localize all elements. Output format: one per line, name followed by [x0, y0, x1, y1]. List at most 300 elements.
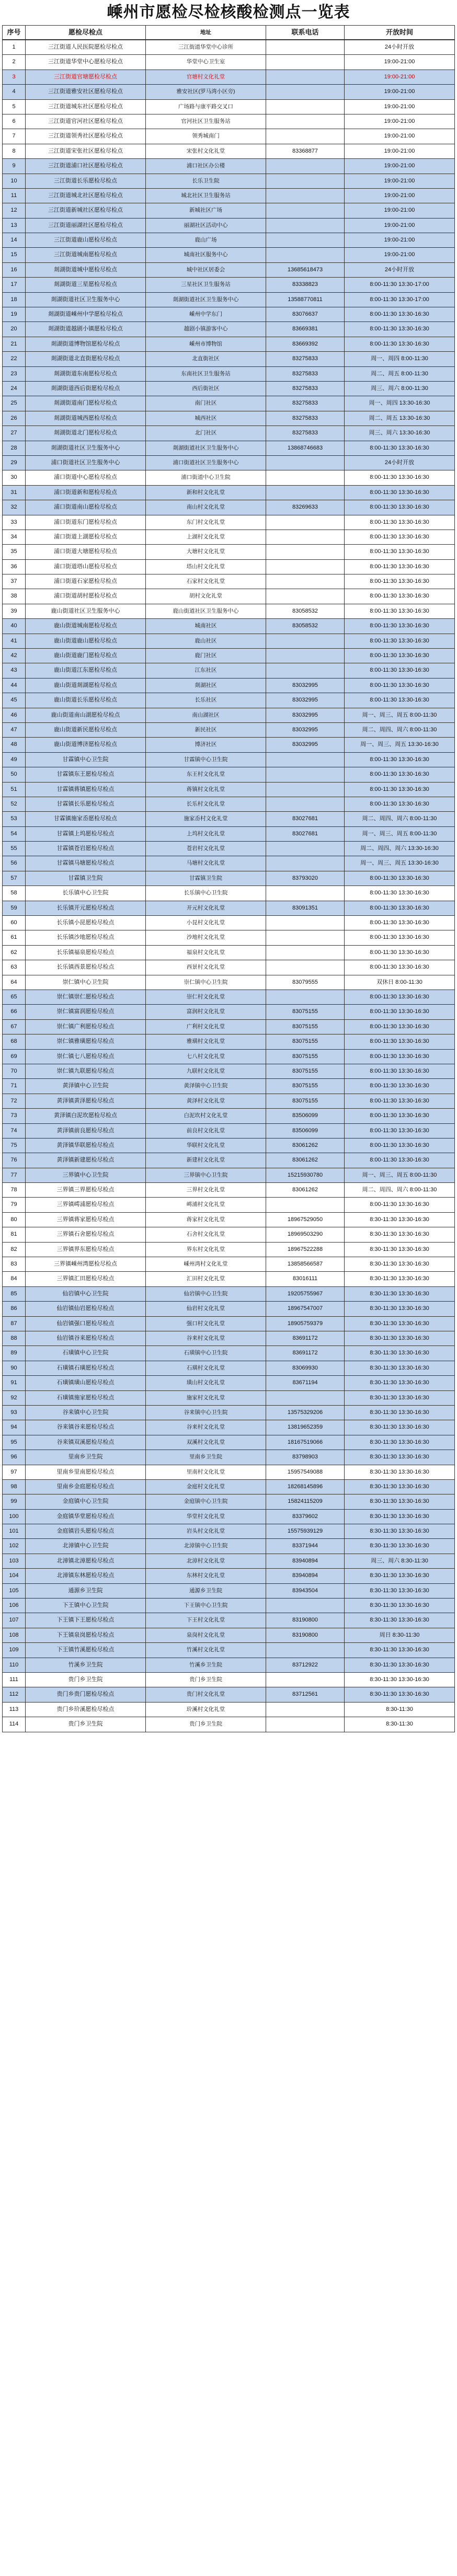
cell-index: 18 — [3, 293, 26, 307]
cell-address: 博济社区 — [146, 738, 266, 752]
cell-address: 广场路与康平路交叉口 — [146, 100, 266, 114]
cell-hours: 周日 8:30-11:30 — [379, 1631, 420, 1638]
cell-hours: 8:00-11:30 13:30-16:30 — [370, 607, 429, 614]
table-row — [3, 470, 454, 485]
cell-phone — [266, 1673, 345, 1687]
cell-address: 下王镇中心卫生院 — [146, 1598, 266, 1613]
cell-hours: 8:00-11:30 13:30-16:30 — [370, 786, 429, 792]
cell-phone: 83061262 — [266, 1153, 345, 1167]
cell-index: 1 — [3, 40, 26, 54]
table-row — [3, 1568, 454, 1583]
cell-site: 浦口街道塔山愿检尽检点 — [26, 560, 146, 574]
cell-index: 45 — [3, 693, 26, 707]
cell-phone: 83190800 — [266, 1628, 345, 1642]
cell-address: 官塘村文化礼堂 — [146, 70, 266, 84]
cell-site: 金庭镇中心卫生院 — [26, 1494, 146, 1509]
table-row — [3, 1361, 454, 1375]
cell-hours: 8:00-11:30 13:30-16:30 — [370, 652, 429, 659]
cell-index: 76 — [3, 1153, 26, 1167]
cell-index: 100 — [3, 1510, 26, 1524]
cell-address: 鹿山街道社区卫生服务中心 — [146, 604, 266, 618]
cell-index: 5 — [3, 100, 26, 114]
cell-site: 鹿山街道南山湖愿检尽检点 — [26, 708, 146, 722]
col-header-phone: 联系电话 — [266, 26, 345, 39]
cell-hours: 8:00-11:30 13:30-16:30 — [370, 1127, 429, 1134]
cell-phone: 83075155 — [266, 1005, 345, 1019]
table-row — [3, 1271, 454, 1286]
cell-hours: 19:00-21:00 — [384, 147, 415, 154]
table-row — [3, 1257, 454, 1271]
cell-hours: 8:00-11:30 13:30-16:30 — [370, 578, 429, 585]
cell-address: 长乐村文化礼堂 — [146, 797, 266, 811]
cell-index: 49 — [3, 753, 26, 767]
cell-site: 甘霖镇苍岩愿检尽检点 — [26, 842, 146, 856]
cell-site: 贵门乡卫生院 — [26, 1717, 146, 1731]
cell-hours: 8:00-11:30 13:30-16:30 — [370, 949, 429, 956]
cell-site: 黄泽镇白泥坎愿检尽检点 — [26, 1109, 146, 1123]
table-row — [3, 1702, 454, 1717]
cell-index: 83 — [3, 1257, 26, 1271]
cell-index: 11 — [3, 189, 26, 203]
cell-address: 界东村文化礼堂 — [146, 1243, 266, 1257]
cell-site: 仙岩镇中心卫生院 — [26, 1287, 146, 1301]
table-row — [3, 218, 454, 233]
cell-hours: 周一、周三、周五 8:00-11:30 — [362, 711, 437, 718]
cell-site: 崇仁镇崇仁愿检尽检点 — [26, 990, 146, 1004]
cell-site: 崇仁镇中心卫生院 — [26, 975, 146, 990]
cell-hours: 8:00-11:30 13:30-16:30 — [370, 964, 429, 971]
table-row — [3, 856, 454, 870]
cell-site: 黄泽镇新建愿检尽检点 — [26, 1153, 146, 1167]
cell-index: 14 — [3, 233, 26, 247]
cell-index: 97 — [3, 1465, 26, 1479]
cell-index: 94 — [3, 1420, 26, 1434]
table-row — [3, 485, 454, 500]
cell-hours: 8:00-11:30 13:30-16:30 — [370, 548, 429, 555]
cell-index: 91 — [3, 1376, 26, 1390]
cell-address: 马塘村文化礼堂 — [146, 856, 266, 870]
cell-hours: 8:00-11:30 13:30-16:30 — [370, 504, 429, 511]
cell-index: 113 — [3, 1703, 26, 1717]
cell-hours: 8:30-11:30 13:30-16:30 — [370, 1424, 429, 1431]
cell-address: 城南社区 — [146, 619, 266, 633]
cell-index: 72 — [3, 1094, 26, 1108]
cell-hours: 8:30-11:30 13:30-16:30 — [370, 1587, 429, 1594]
cell-phone — [266, 663, 345, 677]
cell-hours: 8:00-11:30 13:30-16:30 — [370, 919, 429, 926]
table-row — [3, 1598, 454, 1613]
cell-hours: 19:00-21:00 — [384, 222, 415, 228]
table-row — [3, 366, 454, 381]
cell-phone: 83691172 — [266, 1331, 345, 1346]
col-header-site: 愿检尽检点 — [26, 26, 146, 39]
cell-index: 70 — [3, 1064, 26, 1078]
table-row — [3, 737, 454, 752]
cell-hours: 8:00-11:30 13:30-16:30 — [370, 533, 429, 540]
cell-hours: 8:30-11:30 13:30-16:30 — [370, 1676, 429, 1683]
cell-index: 95 — [3, 1435, 26, 1450]
cell-address: 官河社区卫生服务站 — [146, 114, 266, 129]
cell-address: 嵊州湾村文化礼堂 — [146, 1257, 266, 1271]
cell-phone — [266, 114, 345, 129]
cell-hours: 周二、周五 13:30-16:30 — [369, 415, 430, 421]
cell-site: 三界镇三界愿检尽检点 — [26, 1183, 146, 1197]
cell-phone: 83075155 — [266, 1094, 345, 1108]
cell-hours: 8:00-11:30 13:30-16:30 — [370, 444, 429, 451]
cell-phone — [266, 649, 345, 663]
cell-site: 剡湖街道嵊州中学愿检尽检点 — [26, 307, 146, 321]
cell-index: 8 — [3, 144, 26, 158]
col-header-address: 地址 — [146, 26, 266, 39]
cell-phone: 83940894 — [266, 1569, 345, 1583]
cell-site: 崇仁镇广利愿检尽检点 — [26, 1020, 146, 1034]
table-row — [3, 1197, 454, 1212]
cell-hours: 8:00-11:30 13:30-16:30 — [370, 1142, 429, 1148]
cell-phone: 83016111 — [266, 1272, 345, 1286]
cell-phone: 83368877 — [266, 144, 345, 158]
cell-site: 鹿山街道鹿门愿检尽检点 — [26, 649, 146, 663]
cell-phone: 83712561 — [266, 1687, 345, 1701]
cell-index: 109 — [3, 1643, 26, 1657]
cell-site: 鹿山街道江东愿检尽检点 — [26, 663, 146, 677]
cell-address: 新民社区 — [146, 723, 266, 737]
cell-address: 新建村文化礼堂 — [146, 1153, 266, 1167]
cell-site: 鹿山街道城南愿检尽检点 — [26, 619, 146, 633]
table-row — [3, 1168, 454, 1182]
cell-index: 88 — [3, 1331, 26, 1346]
table-row — [3, 1465, 454, 1479]
cell-index: 9 — [3, 159, 26, 173]
table-row — [3, 40, 454, 54]
cell-site: 剡湖街道东南愿检尽检点 — [26, 367, 146, 381]
cell-index: 31 — [3, 486, 26, 500]
cell-phone: 19205755967 — [266, 1287, 345, 1301]
cell-phone — [266, 1598, 345, 1613]
table-row — [3, 901, 454, 915]
cell-hours: 8:30-11:30 13:30-16:30 — [370, 1498, 429, 1505]
cell-hours: 8:00-11:30 13:30-16:30 — [370, 563, 429, 570]
cell-index: 52 — [3, 797, 26, 811]
cell-address: 西景村文化礼堂 — [146, 960, 266, 974]
cell-index: 51 — [3, 783, 26, 797]
cell-phone — [266, 960, 345, 974]
cell-phone — [266, 930, 345, 945]
cell-index: 66 — [3, 1005, 26, 1019]
cell-site: 剡湖街道北直街愿检尽检点 — [26, 352, 146, 366]
cell-site: 剡湖街道北门愿检尽检点 — [26, 426, 146, 440]
cell-site: 崇仁镇富润愿检尽检点 — [26, 1005, 146, 1019]
cell-address: 上坞村文化礼堂 — [146, 827, 266, 841]
cell-index: 24 — [3, 382, 26, 396]
cell-phone: 18905759379 — [266, 1317, 345, 1331]
cell-index: 61 — [3, 930, 26, 945]
cell-address: 泉岗村文化礼堂 — [146, 1628, 266, 1642]
cell-site: 通源乡卫生院 — [26, 1584, 146, 1598]
cell-phone: 83032995 — [266, 708, 345, 722]
cell-address: 强口村文化礼堂 — [146, 1317, 266, 1331]
table-row — [3, 990, 454, 1004]
cell-site: 剡湖街道西后街愿检尽检点 — [26, 382, 146, 396]
cell-site: 谷来镇双溪愿检尽检点 — [26, 1435, 146, 1450]
cell-index: 20 — [3, 322, 26, 336]
cell-site: 金庭镇岩头愿检尽检点 — [26, 1524, 146, 1538]
table-row — [3, 1613, 454, 1627]
cell-address: 竹溪村文化礼堂 — [146, 1643, 266, 1657]
cell-index: 68 — [3, 1034, 26, 1049]
cell-index: 41 — [3, 634, 26, 648]
table-row — [3, 203, 454, 217]
cell-address: 浦口街道中心卫生院 — [146, 470, 266, 485]
cell-phone: 13575329206 — [266, 1406, 345, 1420]
cell-phone: 18967522288 — [266, 1243, 345, 1257]
table-row — [3, 337, 454, 351]
table-body — [2, 40, 455, 1732]
cell-index: 63 — [3, 960, 26, 974]
cell-phone: 83079555 — [266, 975, 345, 990]
cell-index: 99 — [3, 1494, 26, 1509]
table-row — [3, 1450, 454, 1464]
cell-address: 华堂中心卫生室 — [146, 55, 266, 69]
table-row — [3, 426, 454, 440]
cell-site: 鹿山街道社区卫生服务中心 — [26, 604, 146, 618]
cell-phone: 83075155 — [266, 1079, 345, 1093]
cell-address: 剡湖街道社区卫生服务中心 — [146, 441, 266, 455]
cell-site: 甘霖镇东王愿检尽检点 — [26, 767, 146, 781]
cell-address: 剡湖社区 — [146, 678, 266, 693]
cell-address: 越剧小镇游客中心 — [146, 322, 266, 336]
cell-phone — [266, 1391, 345, 1405]
cell-phone — [266, 753, 345, 767]
cell-address: 江东社区 — [146, 663, 266, 677]
table-row — [3, 1227, 454, 1241]
cell-address: 岩头村文化礼堂 — [146, 1524, 266, 1538]
cell-hours: 8:30-11:30 13:30-16:30 — [370, 1691, 429, 1698]
cell-hours: 8:30-11:30 13:30-16:30 — [370, 1602, 429, 1609]
table-row — [3, 604, 454, 618]
cell-site: 三江街道官塘愿检尽检点 — [26, 70, 146, 84]
cell-address: 七八村文化礼堂 — [146, 1050, 266, 1064]
cell-address: 施家岙村文化礼堂 — [146, 812, 266, 826]
cell-hours: 8:00-11:30 13:30-16:30 — [370, 1023, 429, 1030]
cell-hours: 19:00-21:00 — [384, 73, 415, 80]
cell-address: 北直街社区 — [146, 352, 266, 366]
cell-index: 98 — [3, 1480, 26, 1494]
cell-address: 城北社区卫生服务站 — [146, 189, 266, 203]
cell-phone: 83032995 — [266, 678, 345, 693]
cell-phone — [266, 560, 345, 574]
table-row — [3, 1479, 454, 1494]
cell-hours: 8:00-11:30 13:30-16:30 — [370, 474, 429, 481]
page-title: 嵊州市愿检尽检核酸检测点一览表 — [107, 4, 350, 21]
cell-phone: 83671194 — [266, 1376, 345, 1390]
cell-index: 107 — [3, 1613, 26, 1627]
cell-phone — [266, 990, 345, 1004]
cell-site: 北漳镇东林愿检尽检点 — [26, 1569, 146, 1583]
table-row — [3, 84, 454, 99]
cell-address: 九联村文化礼堂 — [146, 1064, 266, 1078]
cell-index: 60 — [3, 916, 26, 930]
cell-index: 2 — [3, 55, 26, 69]
table-row — [3, 1687, 454, 1701]
cell-hours: 8:30-11:30 13:30-16:30 — [370, 1261, 429, 1268]
cell-site: 贵门乡玠溪愿检尽检点 — [26, 1703, 146, 1717]
cell-index: 59 — [3, 901, 26, 915]
cell-site: 三界镇嵊州湾愿检尽检点 — [26, 1257, 146, 1271]
cell-phone: 18969503290 — [266, 1227, 345, 1241]
cell-phone: 83075155 — [266, 1064, 345, 1078]
cell-index: 39 — [3, 604, 26, 618]
cell-address: 新和村文化礼堂 — [146, 486, 266, 500]
cell-address: 北漳村文化礼堂 — [146, 1554, 266, 1568]
cell-hours: 周一、周三、周五 13:30-16:30 — [360, 741, 439, 748]
cell-phone — [266, 233, 345, 247]
cell-hours: 8:00-11:30 13:30-16:30 — [370, 489, 429, 496]
cell-address: 雅安社区(罗马湾小区旁) — [146, 85, 266, 99]
table-row — [3, 1405, 454, 1420]
table-row — [3, 441, 454, 455]
cell-index: 47 — [3, 723, 26, 737]
table-row — [3, 144, 454, 158]
cell-phone: 18967529050 — [266, 1213, 345, 1227]
cell-address: 石家村文化礼堂 — [146, 574, 266, 589]
cell-address: 新城社区广场 — [146, 203, 266, 217]
cell-phone: 83506099 — [266, 1124, 345, 1138]
cell-hours: 8:00-11:30 13:30-16:30 — [370, 311, 429, 318]
cell-address: 甘霖镇中心卫生院 — [146, 753, 266, 767]
cell-hours: 8:00-11:30 13:30-16:30 — [370, 1157, 429, 1164]
cell-index: 27 — [3, 426, 26, 440]
cell-phone — [266, 545, 345, 559]
cell-phone: 83075155 — [266, 1034, 345, 1049]
cell-hours: 8:00-11:30 13:30-16:30 — [370, 1201, 429, 1208]
cell-hours: 周二、周四、周六 8:00-11:30 — [362, 815, 437, 822]
cell-phone: 83338823 — [266, 278, 345, 292]
table-row — [3, 663, 454, 677]
cell-site: 甘霖镇施家岙愿检尽检点 — [26, 812, 146, 826]
cell-address: 北门社区 — [146, 426, 266, 440]
cell-index: 96 — [3, 1450, 26, 1464]
cell-hours: 8:00-11:30 13:30-16:30 — [370, 1038, 429, 1045]
cell-hours: 周二、周四、周六 13:30-16:30 — [360, 845, 439, 852]
cell-index: 35 — [3, 545, 26, 559]
cell-phone: 83069930 — [266, 1361, 345, 1375]
table-row — [3, 381, 454, 396]
cell-hours: 周二、周四、周六 8:00-11:30 — [362, 726, 437, 733]
cell-hours: 8:30-11:30 13:30-16:30 — [370, 1305, 429, 1312]
cell-index: 4 — [3, 85, 26, 99]
cell-address: 前良村文化礼堂 — [146, 1124, 266, 1138]
table-row — [3, 975, 454, 990]
cell-address: 浦口街道社区卫生服务中心 — [146, 456, 266, 470]
cell-hours: 8:00-11:30 13:30-16:30 — [370, 771, 429, 778]
table-row — [3, 841, 454, 856]
cell-address: 东王村文化礼堂 — [146, 767, 266, 781]
cell-site: 贵门乡卫生院 — [26, 1673, 146, 1687]
cell-index: 75 — [3, 1138, 26, 1153]
cell-hours: 8:30-11:30 13:30-16:30 — [370, 1246, 429, 1252]
cell-site: 三江街道浦口社区愿检尽检点 — [26, 159, 146, 173]
cell-phone: 13858566587 — [266, 1257, 345, 1271]
cell-hours: 8:30-11:30 13:30-16:30 — [370, 1572, 429, 1579]
cell-hours: 8:30-11:30 13:30-16:30 — [370, 1275, 429, 1282]
cell-address: 小昆村文化礼堂 — [146, 916, 266, 930]
table-row — [3, 648, 454, 663]
cell-phone — [266, 886, 345, 900]
cell-hours: 19:00-21:00 — [384, 192, 415, 199]
cell-hours: 24小时开放 — [384, 266, 415, 273]
table-row — [3, 515, 454, 530]
cell-address: 领秀城南门 — [146, 129, 266, 143]
cell-index: 55 — [3, 842, 26, 856]
cell-site: 三江街道鹿山愿检尽检点 — [26, 233, 146, 247]
cell-hours: 周三、周六 8:30-11:30 — [371, 1557, 428, 1564]
cell-hours: 8:30-11:30 13:30-16:30 — [370, 1513, 429, 1520]
cell-phone: 83940894 — [266, 1554, 345, 1568]
cell-phone: 13868746683 — [266, 441, 345, 455]
cell-address: 下王村文化礼堂 — [146, 1613, 266, 1627]
cell-address: 东南社区卫生服务站 — [146, 367, 266, 381]
cell-index: 101 — [3, 1524, 26, 1538]
cell-index: 25 — [3, 396, 26, 410]
cell-index: 58 — [3, 886, 26, 900]
table-row — [3, 1123, 454, 1138]
cell-phone: 83506099 — [266, 1109, 345, 1123]
cell-site: 剡湖街道南门愿检尽检点 — [26, 396, 146, 410]
table-row — [3, 1524, 454, 1538]
cell-phone: 83269633 — [266, 500, 345, 514]
table-row — [3, 54, 454, 69]
cell-address: 胡村文化礼堂 — [146, 589, 266, 603]
cell-phone: 13819652359 — [266, 1420, 345, 1434]
cell-hours: 8:00-11:30 13:30-16:30 — [370, 934, 429, 941]
cell-phone: 83275833 — [266, 367, 345, 381]
cell-hours: 8:00-11:30 13:30-16:30 — [370, 1053, 429, 1060]
cell-address: 苍岩村文化礼堂 — [146, 842, 266, 856]
cell-address: 谷来村文化礼堂 — [146, 1331, 266, 1346]
cell-index: 67 — [3, 1020, 26, 1034]
cell-address: 鹿门社区 — [146, 649, 266, 663]
cell-index: 81 — [3, 1227, 26, 1241]
cell-phone: 83793020 — [266, 871, 345, 886]
cell-address: 白泥坎村文化礼堂 — [146, 1109, 266, 1123]
cell-hours: 8:00-11:30 13:30-16:30 — [370, 340, 429, 347]
table-row — [3, 307, 454, 321]
cell-phone — [266, 1717, 345, 1731]
cell-hours: 8:00-11:30 13:30-16:30 — [370, 994, 429, 1000]
cell-site: 三界镇蒋家愿检尽检点 — [26, 1213, 146, 1227]
cell-index: 64 — [3, 975, 26, 990]
cell-site: 长乐镇西景愿检尽检点 — [26, 960, 146, 974]
cell-site: 三界镇石舍愿检尽检点 — [26, 1227, 146, 1241]
cell-hours: 8:30-11:30 — [386, 1706, 413, 1712]
cell-hours: 8:00-11:30 13:30-16:30 — [370, 1067, 429, 1074]
cell-site: 三江街道领秀社区愿检尽检点 — [26, 129, 146, 143]
cell-site: 鹿山街道剡湖愿检尽检点 — [26, 678, 146, 693]
table-row — [3, 1658, 454, 1672]
cell-site: 竹溪乡卫生院 — [26, 1658, 146, 1672]
cell-phone: 13685618473 — [266, 263, 345, 277]
cell-hours: 8:30-11:30 13:30-16:30 — [370, 1468, 429, 1475]
table-row — [3, 826, 454, 841]
cell-index: 23 — [3, 367, 26, 381]
cell-hours: 8:30-11:30 13:30-16:30 — [370, 1394, 429, 1401]
table-row — [3, 500, 454, 514]
cell-phone — [266, 100, 345, 114]
table-row — [3, 411, 454, 426]
cell-address: 谷来镇中心卫生院 — [146, 1406, 266, 1420]
table-row — [3, 1346, 454, 1360]
table-row — [3, 930, 454, 945]
